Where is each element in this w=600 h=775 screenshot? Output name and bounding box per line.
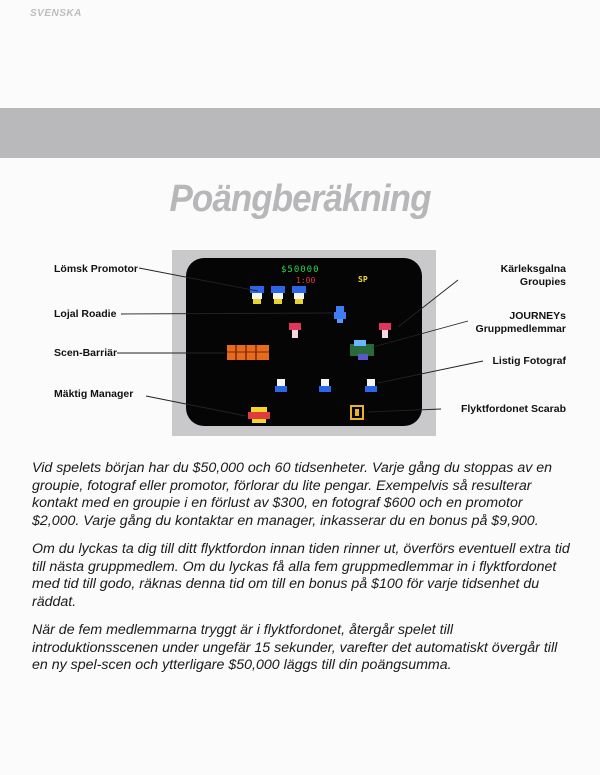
scene-barrier-sprite bbox=[227, 345, 269, 360]
scarab-sprite bbox=[351, 406, 363, 419]
label-karleksgalna-line1: Kärleksgalna bbox=[500, 263, 566, 275]
photographer-sprites bbox=[275, 379, 377, 392]
paragraph-2: Om du lyckas ta dig till ditt flyktfordon innan tiden rinner ut, överförs eventuell extra tid till nästa gruppmedlem. Om du lyckas få alla fem gruppmedlemmar in i flyktfordonet med tid till godo, räknas denna tid om till en bonus på $100 för varje tidsenhet du räddat. bbox=[32, 541, 570, 610]
paragraph-3: När de fem medlemmarna tryggt är i flyktfordonet, återgår spelet till introduktionsscenen under ungefär 15 sekunder, varefter det automatiskt övergår till en ny spel-scen och ytterligare $50,000 läggs till din poängsumma. bbox=[32, 622, 558, 673]
game-timer: 1:00 bbox=[296, 276, 316, 285]
paragraph-1: Vid spelets början har du $50,000 och 60 tidsenheter. Varje gång du stoppas av en groupie, fotograf eller promotor, förlorar du lite pengar. Exempelvis så resulterar kontakt med en groupie i en förlust av $300, en fotograf $600 och en promotor $2,000. Varje gång du kontaktar en manager, inkasserar du en bonus på $9,900. bbox=[32, 460, 553, 529]
label-journeys-line1: JOURNEYs bbox=[509, 310, 566, 322]
body-text bbox=[32, 460, 572, 686]
manager-sprite bbox=[248, 407, 270, 423]
label-flyktfordonet-scarab: Flyktfordonet Scarab bbox=[460, 403, 566, 415]
page-title: Poängberäkning bbox=[169, 178, 431, 220]
groupie-sprite-1 bbox=[289, 323, 301, 338]
label-journeys-gruppmedlemmar bbox=[476, 310, 566, 336]
promotor-sprites bbox=[250, 286, 306, 304]
label-journeys-line2: Gruppmedlemmar bbox=[475, 323, 566, 335]
label-lojal-roadie: Lojal Roadie bbox=[54, 308, 117, 320]
label-lomsk-promotor: Lömsk Promotor bbox=[54, 263, 139, 275]
game-sp-indicator: SP bbox=[358, 275, 368, 284]
roadie-sprite bbox=[334, 306, 346, 323]
label-maktig-manager: Mäktig Manager bbox=[54, 388, 134, 400]
label-scen-barriar: Scen-Barriär bbox=[54, 347, 118, 359]
game-score: $50000 bbox=[281, 265, 320, 275]
label-karleksgalna-groupies bbox=[501, 263, 566, 289]
label-listig-fotograf: Listig Fotograf bbox=[492, 355, 566, 367]
label-karleksgalna-line2: Groupies bbox=[519, 276, 566, 288]
journey-members-sprite bbox=[350, 340, 374, 360]
groupie-sprite-2 bbox=[379, 323, 391, 338]
language-label: SVENSKA bbox=[30, 8, 82, 19]
